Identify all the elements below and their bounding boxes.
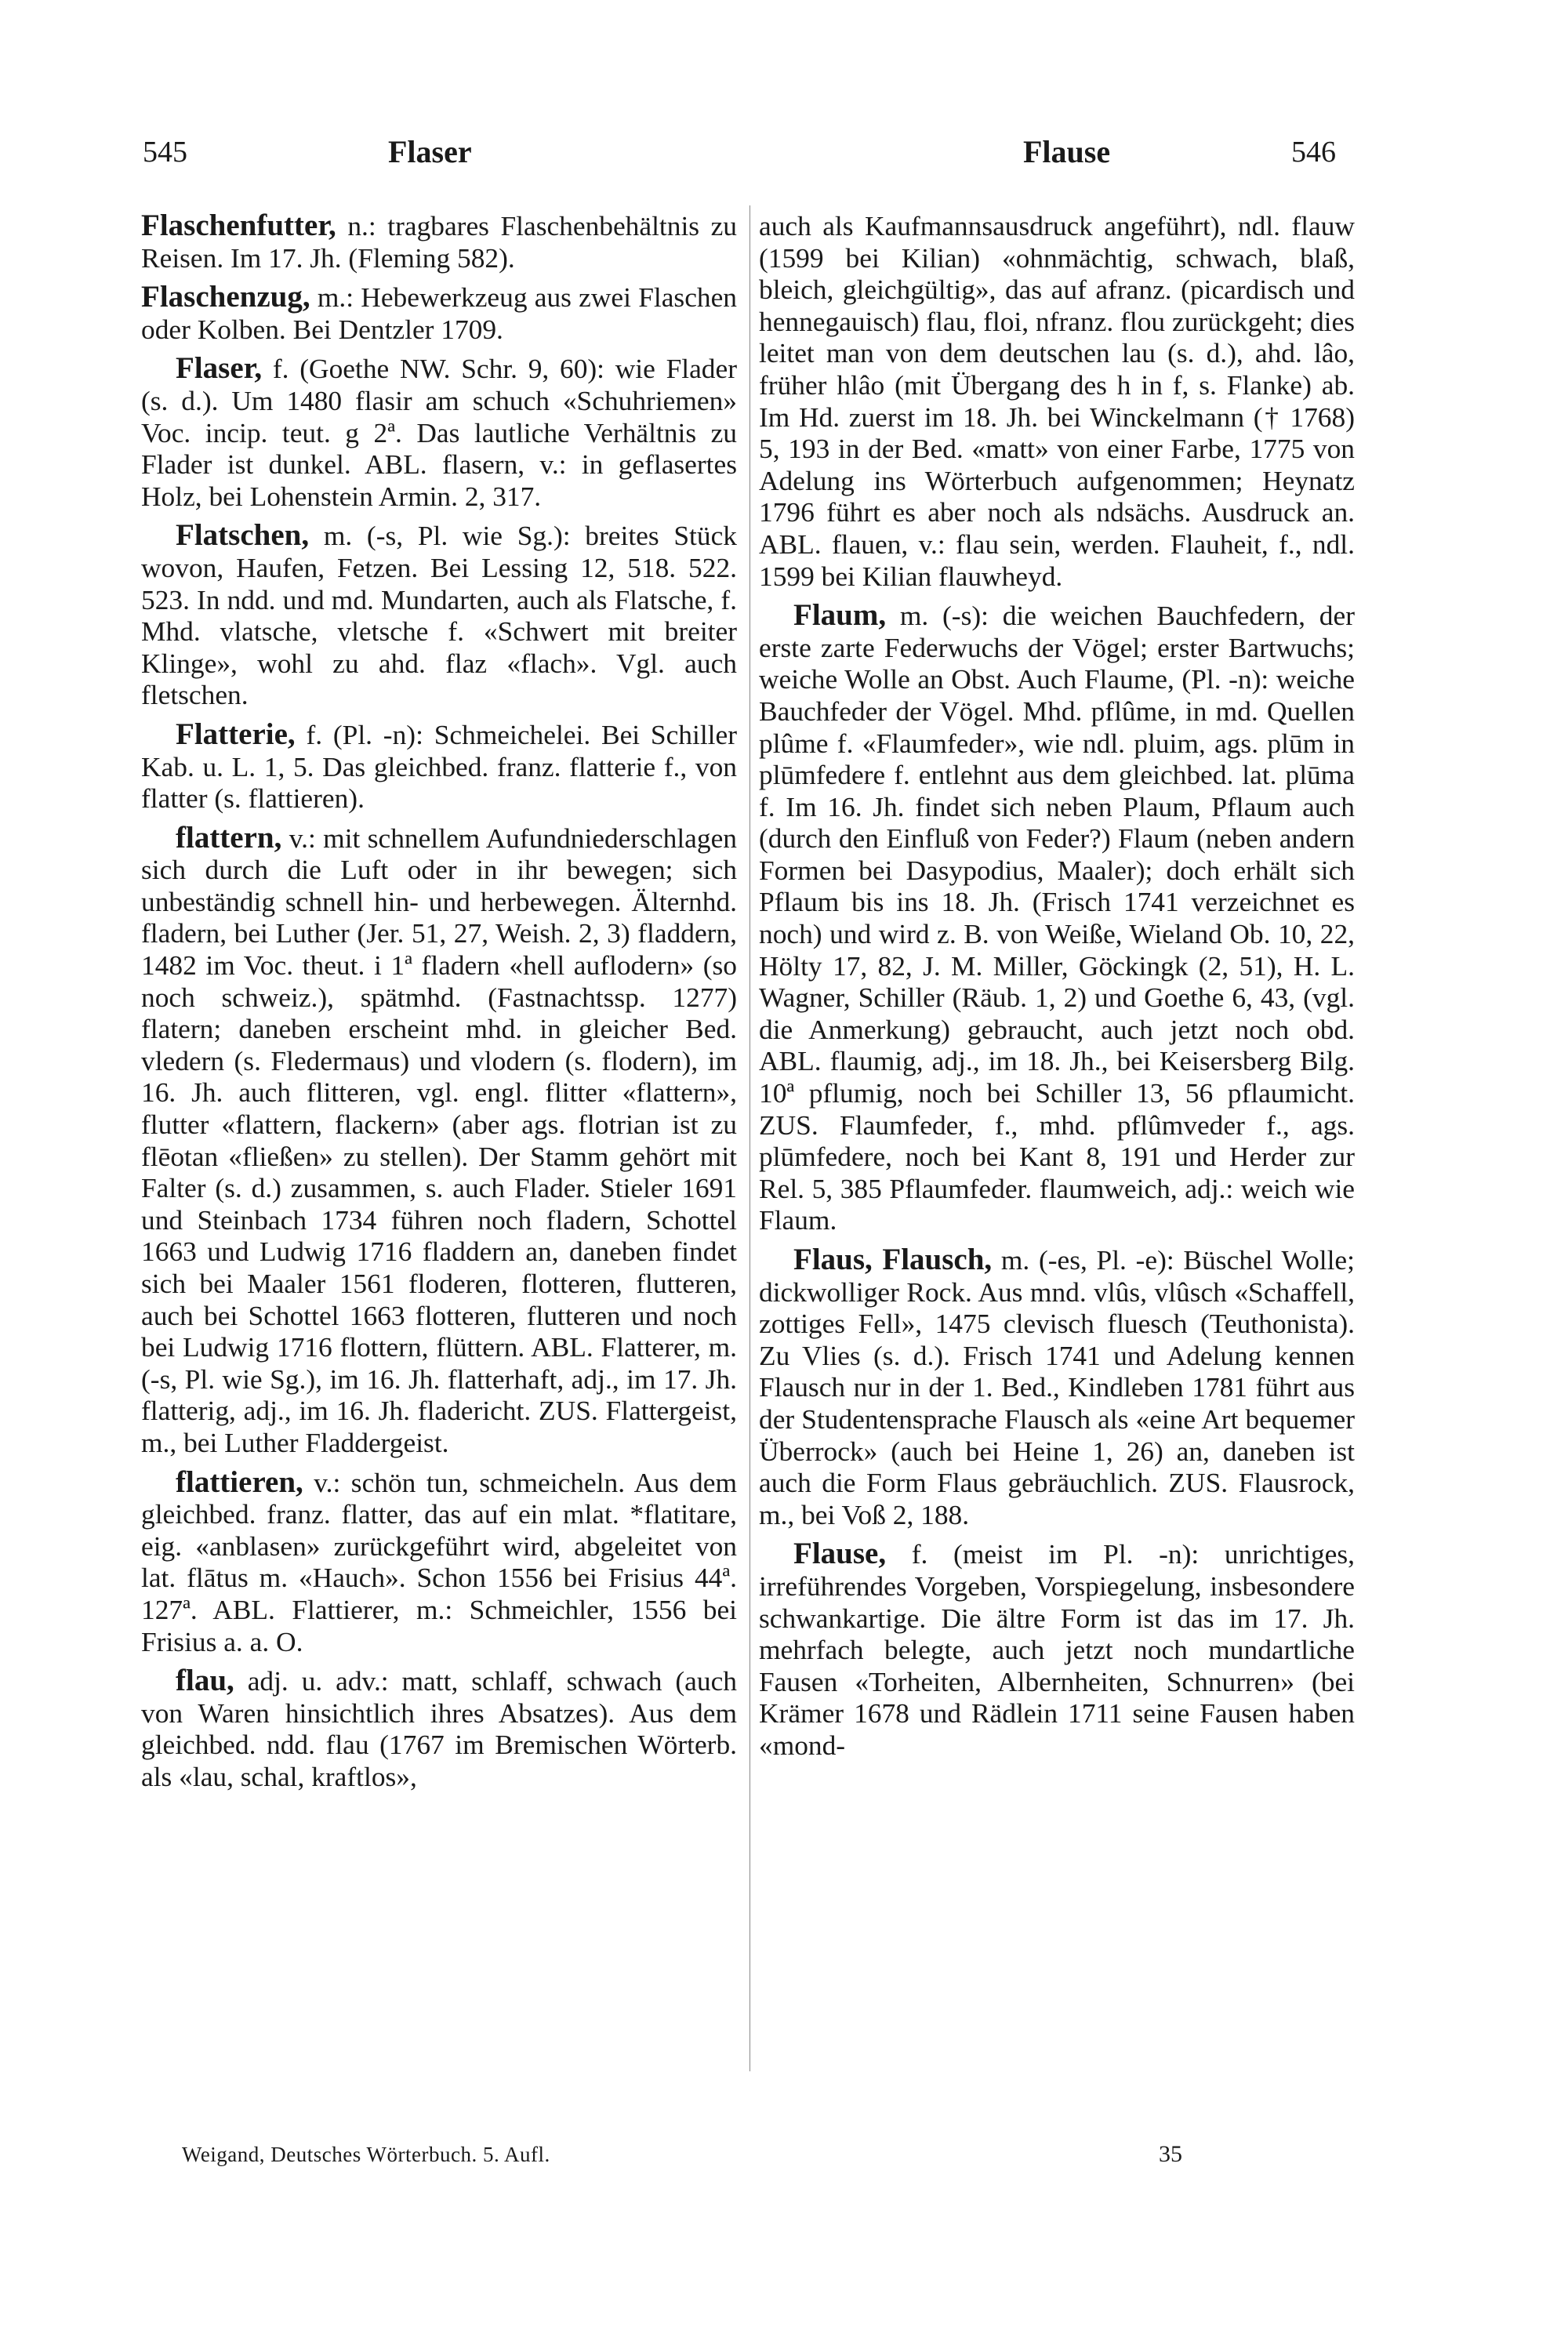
entry xyxy=(141,822,737,1459)
running-head-right: Flause xyxy=(1023,134,1111,169)
entry-text: m. (-s): die weichen Bauchfedern, der erste zarte Federwuchs der Vögel; erster Bartwuchs; weiche Wolle an Obst. Auch Flaume, (Pl. -n): weiche Bauchfeder der Vögel. Mhd. pflûme, in md. Quellen plûme f. «Flaumfeder», wie ndl. pluim, ags. plūm in plūmfedere f. entlehnt aus dem gleichbed. lat. plūma f. Im 16. Jh. findet sich neben Plaum, Pflaum auch (durch den Einfluß von Feder?) Flaum (neben andern Formen bei Dasypodius, Maaler); doch erhält sich Pflaum bis ins 18. Jh. (Frisch 1741 verzeichnet es noch) und wird z. B. von Weiße, Wieland Ob. 10, 22, Hölty 17, 82, J. M. Miller, Göckingk (2, 51), H. L. Wagner, Schiller (Räub. 1, 2) und Goethe 6, 43, (vgl. die Anmerkung) gebraucht, auch jetzt noch obd. ABL. flaumig, adj., im 18. Jh., bei Keisersberg Bilg. 10ª pflumig, noch bei Schiller 13, 56 pflaumicht. ZUS. Flaumfeder, f., mhd. pflûmveder f., ags. plūmfedere, noch bei Kant 8, 191 und Herder zur Rel. 5, 385 Pflaumfeder. flaumweich, adj.: weich wie Flaum. xyxy=(759,600,1355,1236)
entry-text: m.: Hebewerkzeug aus zwei Flaschen oder Kolben. Bei Dentzler 1709. xyxy=(141,281,737,345)
headword: Flatschen, xyxy=(176,518,310,553)
headword: flattern, xyxy=(176,820,282,855)
page-number-left: 545 xyxy=(143,136,187,169)
column-left xyxy=(141,210,737,2060)
entry-text: v.: mit schnellem Aufundniederschlagen sich durch die Luft oder in ihr bewegen; sich unbeständig schnell hin- und herbewegen. Älternhd. fladern, bei Luther (Jer. 51, 27, Weish. 2, 3) fladdern, 1482 im Voc. theut. i 1ª fladern «hell auflodern» (so noch schweiz.), spätmhd. (Fastnachtssp. 1277) flatern; daneben erscheint mhd. in gleicher Bed. vledern (s. Fledermaus) und vlodern (s. flodern), im 16. Jh. auch flitteren, vgl. engl. flitter «flattern», flutter «flattern, flackern» (aber ags. flotrian ist zu flēotan «fließen» zu stellen). Der Stamm gehört mit Falter (s. d.) zusammen, s. auch Flader. Stieler 1691 und Steinbach 1734 führen noch fladern, Schottel 1663 und Ludwig 1716 fladdern an, daneben findet sich bei Maaler 1561 floderen, flotteren, flutteren, auch bei Schottel 1663 flotteren, flutteren und noch bei Ludwig 1716 flottern, flüttern. ABL. Flatterer, m. (-s, Pl. wie Sg.), im 16. Jh. flatterhaft, adj., im 17. Jh. flatterig, adj., im 16. Jh. fladericht. ZUS. Flattergeist, m., bei Luther Fladdergeist. xyxy=(141,822,737,1458)
entry-text: v.: schön tun, schmeicheln. Aus dem gleichbed. franz. flatter, das auf ein mlat. *flatitare, eig. «anblasen» zurückgeführt wird, abgeleitet von lat. flātus m. «Hauch». Schon 1556 bei Frisius 44ª. 127ª. ABL. Flattierer, m.: Schmeichler, 1556 bei Frisius a. a. O. xyxy=(141,1466,737,1657)
headword: flattieren, xyxy=(176,1465,303,1499)
entry xyxy=(759,600,1355,1236)
entry-text: m. (-es, Pl. -e): Büschel Wolle; dickwolliger Rock. Aus mnd. vlûs, vlûsch «Schaffell, zottiges Fell», 1475 clevisch fluesch (Teuthonista). Zu Vlies (s. d.). Frisch 1741 und Adelung kennen Flausch nur in der 1. Bed., Kindleben 1781 führt aus der Studentensprache Flausch als «eine Art bequemer Überrock» (auch bei Heine 1, 26) an, daneben ist auch die Form Flaus gebräuchlich. ZUS. Flausrock, m., bei Voß 2, 188. xyxy=(759,1244,1355,1530)
headword: flau, xyxy=(176,1664,234,1698)
entry xyxy=(141,210,737,274)
entry-text: f. (Pl. -n): Schmeichelei. Bei Schiller Kab. u. L. 1, 5. Das gleichbed. franz. flatterie f., von flatter (s. flattieren). xyxy=(141,718,737,815)
headword: Flause, xyxy=(793,1537,887,1571)
entry xyxy=(141,520,737,711)
signature-mark: 35 xyxy=(1159,2141,1182,2167)
entry xyxy=(141,1467,737,1658)
headword: Flaschenzug, xyxy=(141,280,310,314)
footer-imprint: Weigand, Deutsches Wörterbuch. 5. Aufl. xyxy=(182,2143,550,2166)
entry-text: f. (meist im Pl. -n): unrichtiges, irreführendes Vorgeben, Vorspiegelung, insbesondere schwankartige. Die ältre Form ist das im 17. Jh. mehrfach belegte, auch jetzt noch mundartliche Fausen «Torheiten, Albernheiten, Schnurren» (bei Krämer 1678 und Rädlein 1711 seine Fausen haben «mond- xyxy=(759,1538,1355,1761)
page-number-right: 546 xyxy=(1291,136,1336,169)
entry-text: n.: tragbares Flaschenbehältnis zu Reisen. Im 17. Jh. (Fleming 582). xyxy=(141,210,737,274)
entry-continuation xyxy=(759,210,1355,592)
entry-text: f. (Goethe NW. Schr. 9, 60): wie Flader (s. d.). Um 1480 flasir am schuch «Schuhriemen» Voc. incip. teut. g 2ª. Das lautliche Verhältnis zu Flader ist dunkel. ABL. flasern, v.: in geflasertes Holz, bei Lohenstein Armin. 2, 317. xyxy=(141,353,737,512)
entry xyxy=(759,1244,1355,1530)
entry-text: m. (-s, Pl. wie Sg.): breites Stück wovon, Haufen, Fetzen. Bei Lessing 12, 518. 522. 523. In ndd. und md. Mundarten, auch als Flatsche, f. Mhd. vlatsche, vletsche f. «Schwert mit breiter Klinge», wohl zu ahd. flaz «flach». Vgl. auch fletschen. xyxy=(141,520,737,711)
headword: Flaser, xyxy=(176,351,263,386)
entry-text: auch als Kaufmannsausdruck angeführt), ndl. flauw (1599 bei Kilian) «ohnmächtig, schwach, blaß, bleich, gleichgültig», das auf afranz. (picardisch und hennegauisch) flau, floi, nfranz. flou zurückgeht; dies leitet man von dem deutschen lau (s. d.), ahd. lâo, früher hlâo (mit Übergang des h in f, s. Flanke) ab. Im Hd. zuerst im 18. Jh. bei Winckelmann († 1768) 5, 193 in der Bed. «matt» von einer Farbe, 1775 von Adelung ins Wörterbuch aufgenommen; Heynatz 1796 führt es aber noch als ndsächs. Ausdruck an. ABL. flauen, v.: flau sein, werden. Flauheit, f., ndl. 1599 bei Kilian flauwheyd. xyxy=(759,210,1355,592)
entry-text: adj. u. adv.: matt, schlaff, schwach (auch von Waren hinsichtlich ihres Absatzes). Aus dem gleichbed. ndd. flau (1767 im Bremischen Wörterb. als «lau, schal, kraftlos», xyxy=(141,1665,737,1792)
entry xyxy=(141,1665,737,1792)
column-right xyxy=(759,210,1355,2060)
headword: Flatterie, xyxy=(176,717,296,751)
entry xyxy=(141,353,737,512)
headword: Flaschenfutter, xyxy=(141,210,336,242)
entry xyxy=(759,1538,1355,1761)
entry xyxy=(141,281,737,345)
running-head-left: Flaser xyxy=(388,134,472,169)
entry xyxy=(141,719,737,815)
headword: Flaum, xyxy=(793,598,887,633)
headword: Flaus, Flausch, xyxy=(793,1243,993,1276)
